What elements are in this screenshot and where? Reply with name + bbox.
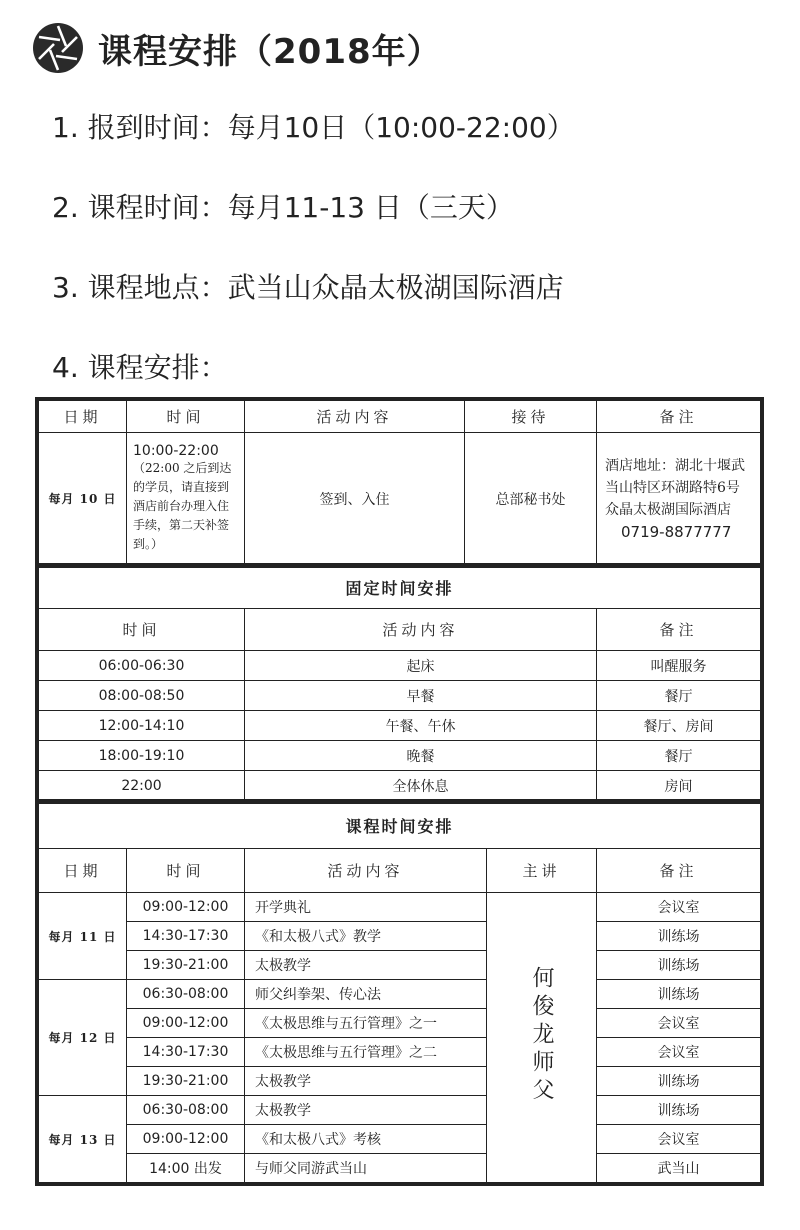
course-time: 09:00-12:00 (127, 1009, 245, 1038)
lecturer-cell (487, 893, 597, 1183)
header-date: 日期 (39, 401, 127, 433)
header-time: 时间 (39, 609, 245, 651)
course-activity: 太极教学 (245, 1067, 487, 1096)
header-note: 备注 (597, 609, 761, 651)
header-time: 时间 (127, 401, 245, 433)
course-activity: 《太极思维与五行管理》之二 (245, 1038, 487, 1067)
course-time: 14:00 出发 (127, 1154, 245, 1183)
fixed-note: 叫醒服务 (597, 651, 761, 681)
course-activity: 太极教学 (245, 1096, 487, 1125)
course-activity: 师父纠拳架、传心法 (245, 980, 487, 1009)
fixed-time: 08:00-08:50 (39, 681, 245, 711)
course-date: 每月 11 日 (39, 893, 127, 980)
fixed-time: 06:00-06:30 (39, 651, 245, 681)
table-row (39, 711, 761, 741)
table-row (39, 1038, 761, 1067)
table-row (39, 1154, 761, 1183)
header-reception: 接待 (465, 401, 597, 433)
table-row (39, 980, 761, 1009)
course-note: 会议室 (597, 893, 761, 922)
course-time: 14:30-17:30 (127, 1038, 245, 1067)
hotel-phone: 0719-8877777 (621, 522, 732, 541)
course-time: 19:30-21:00 (127, 1067, 245, 1096)
table-row (39, 922, 761, 951)
course-time: 09:00-12:00 (127, 1125, 245, 1154)
table-row (39, 681, 761, 711)
table-row (39, 1009, 761, 1038)
course-time: 09:00-12:00 (127, 893, 245, 922)
course-note: 会议室 (597, 1125, 761, 1154)
course-date: 每月 13 日 (39, 1096, 127, 1183)
fixed-note: 餐厅 (597, 741, 761, 771)
page-title: 课程安排（2018年） (98, 31, 442, 72)
course-schedule-table (38, 802, 761, 1183)
header-note: 备注 (597, 401, 761, 433)
registration-time-cell (127, 433, 245, 565)
info-course-time: 2. 课程时间：每月11-13 日（三天） (52, 191, 514, 224)
course-activity: 《和太极八式》考核 (245, 1125, 487, 1154)
course-note: 训练场 (597, 1067, 761, 1096)
table-row (39, 741, 761, 771)
table-header-row (39, 401, 761, 433)
registration-date: 每月 10 日 (39, 433, 127, 565)
lecturer-name: 何俊龙师父 (529, 965, 554, 1106)
info-course-schedule: 4. 课程安排： (52, 351, 228, 384)
hotel-address: 酒店地址：湖北十堰武当山特区环湖路特6号众晶太极湖国际酒店 (605, 457, 745, 518)
course-activity: 《和太极八式》教学 (245, 922, 487, 951)
course-date: 每月 12 日 (39, 980, 127, 1096)
header-activity: 活动内容 (245, 401, 465, 433)
fixed-note: 餐厅 (597, 681, 761, 711)
fixed-time: 18:00-19:10 (39, 741, 245, 771)
fixed-activity: 全体休息 (245, 771, 597, 801)
fixed-note: 餐厅、房间 (597, 711, 761, 741)
header-lecturer: 主讲 (487, 849, 597, 893)
course-section-title: 课程时间安排 (39, 803, 761, 849)
fixed-section-title: 固定时间安排 (39, 567, 761, 609)
course-note: 训练场 (597, 951, 761, 980)
fixed-activity: 晚餐 (245, 741, 597, 771)
section-title-row (39, 567, 761, 609)
fixed-activity: 起床 (245, 651, 597, 681)
table-row (39, 1096, 761, 1125)
registration-table (38, 400, 761, 565)
fixed-time: 22:00 (39, 771, 245, 801)
table-row (39, 433, 761, 565)
table-row (39, 951, 761, 980)
table-row (39, 1125, 761, 1154)
course-note: 武当山 (597, 1154, 761, 1183)
section-title-row (39, 803, 761, 849)
course-note: 会议室 (597, 1009, 761, 1038)
registration-activity: 签到、入住 (245, 433, 465, 565)
table-row (39, 771, 761, 801)
header-time: 时间 (127, 849, 245, 893)
course-note: 训练场 (597, 922, 761, 951)
course-note: 训练场 (597, 980, 761, 1009)
info-registration-time: 1. 报到时间：每月10日（10:00-22:00） (52, 111, 575, 144)
fixed-schedule-table (38, 566, 761, 801)
fixed-note: 房间 (597, 771, 761, 801)
course-activity: 太极教学 (245, 951, 487, 980)
course-activity: 与师父同游武当山 (245, 1154, 487, 1183)
fixed-activity: 早餐 (245, 681, 597, 711)
course-activity: 开学典礼 (245, 893, 487, 922)
course-time: 19:30-21:00 (127, 951, 245, 980)
table-row (39, 893, 761, 922)
course-note: 训练场 (597, 1096, 761, 1125)
registration-time-note: （22:00 之后到达的学员，请直接到酒店前台办理入住手续，第二天补签到。） (133, 461, 232, 551)
title-row (32, 18, 442, 78)
header-activity: 活动内容 (245, 849, 487, 893)
aperture-icon (32, 22, 84, 74)
course-time: 06:30-08:00 (127, 980, 245, 1009)
table-row (39, 1067, 761, 1096)
registration-time: 10:00-22:00 (133, 443, 219, 459)
header-note: 备注 (597, 849, 761, 893)
course-time: 06:30-08:00 (127, 1096, 245, 1125)
fixed-time: 12:00-14:10 (39, 711, 245, 741)
table-row (39, 651, 761, 681)
registration-note-cell (597, 433, 761, 565)
table-header-row (39, 609, 761, 651)
fixed-activity: 午餐、午休 (245, 711, 597, 741)
course-note: 会议室 (597, 1038, 761, 1067)
course-time: 14:30-17:30 (127, 922, 245, 951)
header-date: 日期 (39, 849, 127, 893)
course-activity: 《太极思维与五行管理》之一 (245, 1009, 487, 1038)
registration-reception: 总部秘书处 (465, 433, 597, 565)
header-activity: 活动内容 (245, 609, 597, 651)
info-course-location: 3. 课程地点：武当山众晶太极湖国际酒店 (52, 271, 564, 304)
table-header-row (39, 849, 761, 893)
